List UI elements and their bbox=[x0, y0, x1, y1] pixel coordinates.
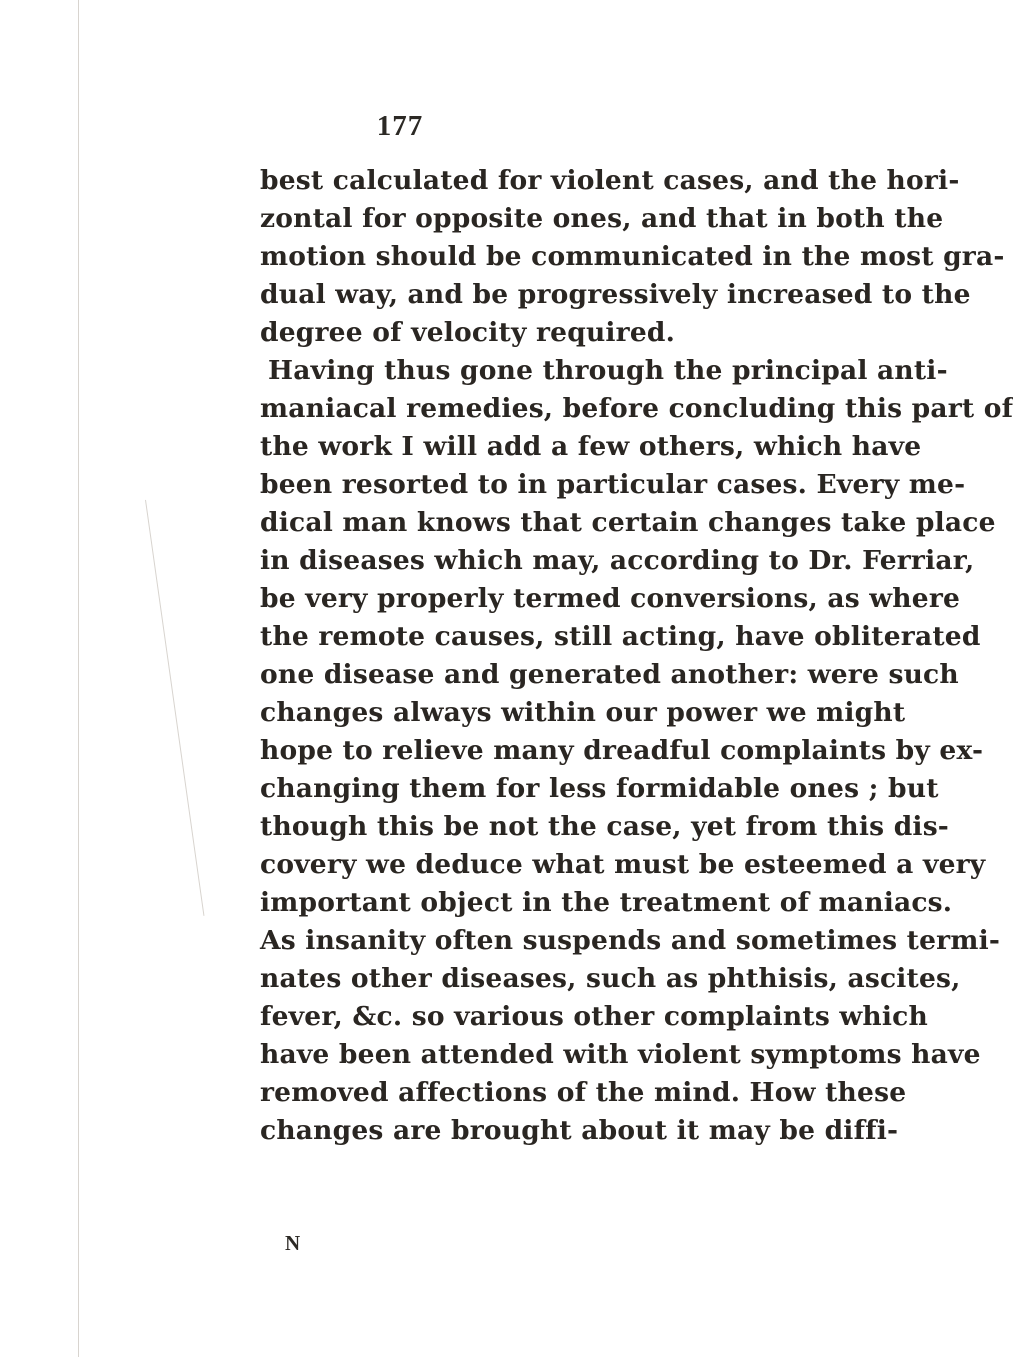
text-line: best calculated for violent cases, and the hori- bbox=[260, 165, 960, 196]
text-line: changes always within our power we might bbox=[260, 697, 906, 728]
text-line: have been attended with violent symptoms have bbox=[260, 1039, 981, 1070]
paper-crease bbox=[78, 0, 79, 1357]
signature-mark: N bbox=[285, 1231, 302, 1255]
paper-crease bbox=[145, 500, 204, 916]
text-line: the remote causes, still acting, have obliterated bbox=[260, 621, 981, 652]
text-line: zontal for opposite ones, and that in both the bbox=[260, 203, 944, 234]
text-line: changes are brought about it may be diffi- bbox=[260, 1115, 899, 1146]
text-line: though this be not the case, yet from this dis- bbox=[260, 811, 950, 842]
text-line: in diseases which may, according to Dr. Ferriar, bbox=[260, 545, 975, 576]
text-line: As insanity often suspends and sometimes termi- bbox=[260, 925, 1001, 956]
text-line: covery we deduce what must be esteemed a very bbox=[260, 849, 986, 880]
text-line: dual way, and be progressively increased to the bbox=[260, 279, 971, 310]
text-line: dical man knows that certain changes take place bbox=[260, 507, 996, 538]
text-line: degree of velocity required. bbox=[260, 317, 676, 348]
text-line: fever, &c. so various other complaints which bbox=[260, 1001, 928, 1032]
text-line: the work I will add a few others, which have bbox=[260, 431, 922, 462]
text-line: been resorted to in particular cases. Every me- bbox=[260, 469, 966, 500]
text-line: maniacal remedies, before concluding this part of bbox=[260, 393, 1013, 424]
page-number: 177 bbox=[376, 110, 424, 142]
text-line: hope to relieve many dreadful complaints by ex- bbox=[260, 735, 984, 766]
text-line: important object in the treatment of maniacs. bbox=[260, 887, 953, 918]
text-line: changing them for less formidable ones ; but bbox=[260, 773, 939, 804]
text-line: motion should be communicated in the most gra- bbox=[260, 241, 1005, 272]
text-line: one disease and generated another: were such bbox=[260, 659, 959, 690]
text-line: nates other diseases, such as phthisis, ascites, bbox=[260, 963, 961, 994]
text-line: Having thus gone through the principal anti- bbox=[268, 355, 948, 386]
text-line: be very properly termed conversions, as where bbox=[260, 583, 961, 614]
text-line: removed affections of the mind. How these bbox=[260, 1077, 907, 1108]
